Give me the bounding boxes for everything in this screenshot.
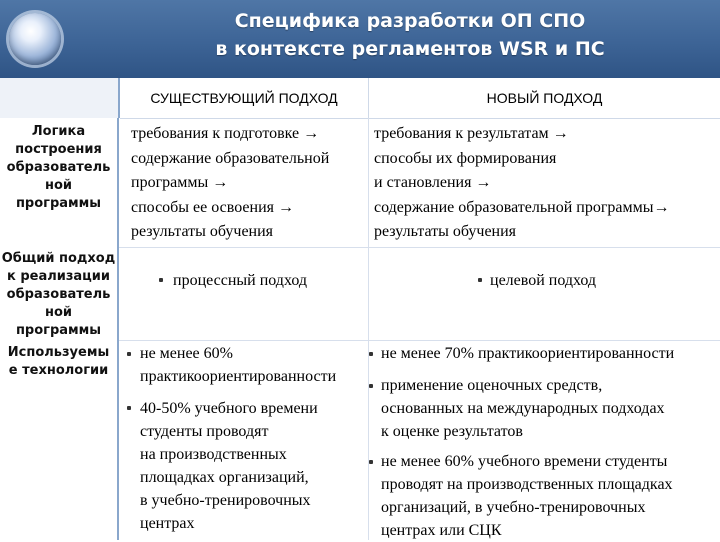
- text-line: содержание образовательной программы→: [374, 198, 670, 216]
- row-label-tech-line: е технологии: [8, 363, 109, 378]
- row-label-approach-line: образователь: [6, 287, 111, 302]
- row-label-tech-line: Используемы: [7, 345, 110, 360]
- text-line: способы ее освоения →: [131, 198, 294, 216]
- bullet-icon: [478, 278, 482, 282]
- bullet-icon: [159, 278, 163, 282]
- row-label-logic-line: программы: [15, 196, 102, 211]
- corner-cell: [0, 78, 120, 118]
- row-label-approach-line: к реализации: [6, 269, 111, 284]
- row-divider-2: [119, 340, 720, 341]
- logic-existing-text: [131, 122, 329, 245]
- column-header-new: НОВЫЙ ПОДХОД: [369, 78, 720, 119]
- text-line: центрах: [140, 515, 195, 532]
- text-line: в учебно-тренировочных: [140, 492, 311, 509]
- text-line: площадках организаций,: [140, 469, 309, 486]
- text-line: 40-50% учебного времени: [140, 400, 318, 417]
- text-line: результаты обучения: [374, 223, 517, 240]
- column-divider: [368, 118, 369, 540]
- row-label-approach-line: программы: [15, 323, 102, 338]
- text-line: программы →: [131, 174, 229, 191]
- text-line: требования к результатам →: [374, 125, 569, 142]
- row-label-logic-line: ной: [44, 178, 73, 193]
- bullet-icon: [369, 384, 373, 388]
- logic-new-text: [374, 122, 670, 245]
- tech-existing-bullet-1: [140, 342, 336, 388]
- text-line: на производственных: [140, 446, 287, 463]
- left-panel-divider: [117, 118, 119, 540]
- page-title-line1: Специфика разработки ОП СПО: [234, 10, 586, 32]
- row-label-logic-line: построения: [15, 142, 102, 157]
- text-line: применение оценочных средств,: [381, 377, 603, 394]
- bullet-icon: [127, 406, 131, 410]
- bullet-icon: [369, 460, 373, 464]
- text-line: способы их формирования: [374, 149, 557, 167]
- tech-new-bullet-3: [381, 450, 673, 542]
- text-line: содержание образовательной: [131, 149, 330, 167]
- text-line: студенты проводят: [140, 423, 269, 440]
- text-line: проводят на производственных площадках: [381, 476, 673, 493]
- tech-existing-bullet-2: [140, 397, 318, 535]
- bullet-icon: [127, 352, 131, 356]
- row-divider-1: [119, 247, 720, 248]
- header-banner: [0, 0, 720, 78]
- approach-existing-text: процессный подход: [173, 272, 308, 289]
- text-line: не менее 60%: [140, 345, 233, 362]
- row-label-approach: [0, 250, 117, 340]
- row-label-logic-line: образователь: [6, 160, 111, 175]
- bullet-icon: [369, 352, 373, 356]
- tech-new-bullet-2: [381, 374, 665, 443]
- text-line: к оценке результатов: [381, 423, 523, 440]
- orb-logo-icon: [9, 13, 61, 65]
- text-line: центрах или СЦК: [381, 522, 502, 539]
- page-title-line2: в контексте регламентов WSR и ПС: [215, 38, 605, 60]
- row-label-logic-line: Логика: [31, 124, 86, 139]
- text-line: не менее 60% учебного времени студенты: [381, 453, 668, 470]
- text-line: основанных на международных подходах: [381, 400, 665, 417]
- row-label-logic: [0, 123, 117, 213]
- row-label-tech: [0, 344, 117, 380]
- row-label-approach-line: ной: [44, 305, 73, 320]
- row-label-approach-line: Общий подход: [1, 251, 116, 266]
- text-line: результаты обучения: [131, 223, 274, 240]
- column-header-row: [0, 78, 720, 118]
- text-line: не менее 70% практикоориентированности: [381, 345, 675, 362]
- text-line: практикоориентированности: [140, 368, 337, 385]
- text-line: требования к подготовке →: [131, 125, 320, 142]
- text-line: и становления →: [374, 174, 492, 191]
- tech-new-bullet-1: [381, 342, 674, 365]
- column-header-existing: СУЩЕСТВУЮЩИЙ ПОДХОД: [120, 78, 369, 119]
- approach-new-text: целевой подход: [490, 272, 597, 289]
- text-line: организаций, в учебно-тренировочных: [381, 499, 646, 516]
